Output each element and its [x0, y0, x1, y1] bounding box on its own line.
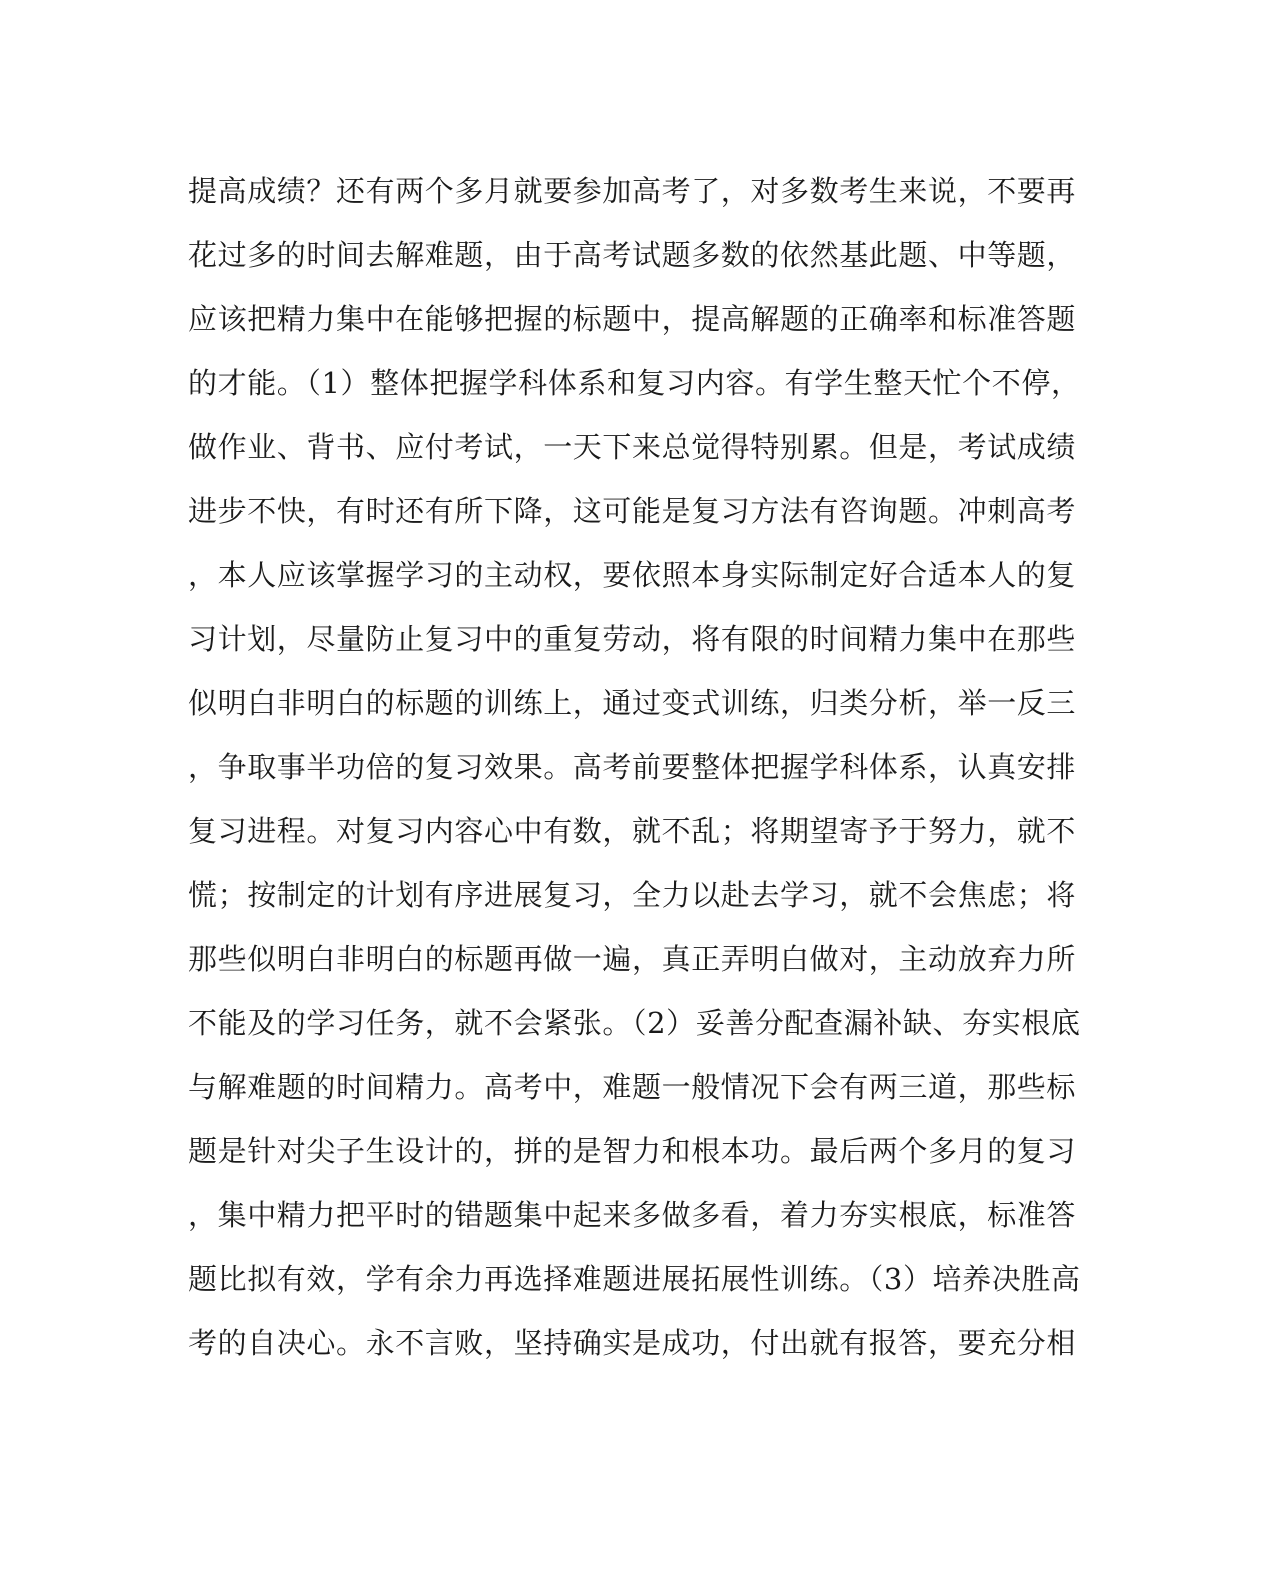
text-line: 与解难题的时间精力。高考中，难题一般情况下会有两三道，那些标 — [188, 1070, 1077, 1104]
text-line: 花过多的时间去解难题，由于高考试题多数的依然基此题、中等题， — [188, 238, 1077, 272]
text-line: ，集中精力把平时的错题集中起来多做多看，着力夯实根底，标准答 — [188, 1198, 1077, 1232]
text-line: 提高成绩？还有两个多月就要参加高考了，对多数考生来说，不要再 — [188, 174, 1077, 208]
text-line: ，争取事半功倍的复习效果。高考前要整体把握学科体系，认真安排 — [188, 750, 1077, 784]
text-line: 那些似明白非明白的标题再做一遍，真正弄明白做对，主动放弃力所 — [188, 942, 1077, 976]
text-line: 做作业、背书、应付考试，一天下来总觉得特别累。但是，考试成绩 — [188, 430, 1077, 464]
text-line: 慌；按制定的计划有序进展复习，全力以赴去学习，就不会焦虑；将 — [188, 878, 1077, 912]
text-line: 题是针对尖子生设计的，拼的是智力和根本功。最后两个多月的复习 — [188, 1134, 1077, 1168]
text-line: ，本人应该掌握学习的主动权，要依照本身实际制定好合适本人的复 — [188, 558, 1077, 592]
text-line: 不能及的学习任务，就不会紧张。（2）妥善分配查漏补缺、夯实根底 — [188, 1006, 1081, 1040]
text-line: 习计划，尽量防止复习中的重复劳动，将有限的时间精力集中在那些 — [188, 622, 1077, 656]
text-line: 的才能。（1）整体把握学科体系和复习内容。有学生整天忙个不停， — [188, 366, 1081, 400]
body-text — [188, 166, 1088, 1382]
text-line: 题比拟有效，学有余力再选择难题进展拓展性训练。（3）培养决胜高 — [188, 1262, 1081, 1296]
text-line: 似明白非明白的标题的训练上，通过变式训练，归类分析，举一反三 — [188, 686, 1077, 720]
text-line: 应该把精力集中在能够把握的标题中，提高解题的正确率和标准答题 — [188, 302, 1077, 336]
text-line: 进步不快，有时还有所下降，这可能是复习方法有咨询题。冲刺高考 — [188, 494, 1077, 528]
text-line: 考的自决心。永不言败，坚持确实是成功，付出就有报答，要充分相 — [188, 1326, 1077, 1360]
text-line: 复习进程。对复习内容心中有数，就不乱；将期望寄予于努力，就不 — [188, 814, 1077, 848]
